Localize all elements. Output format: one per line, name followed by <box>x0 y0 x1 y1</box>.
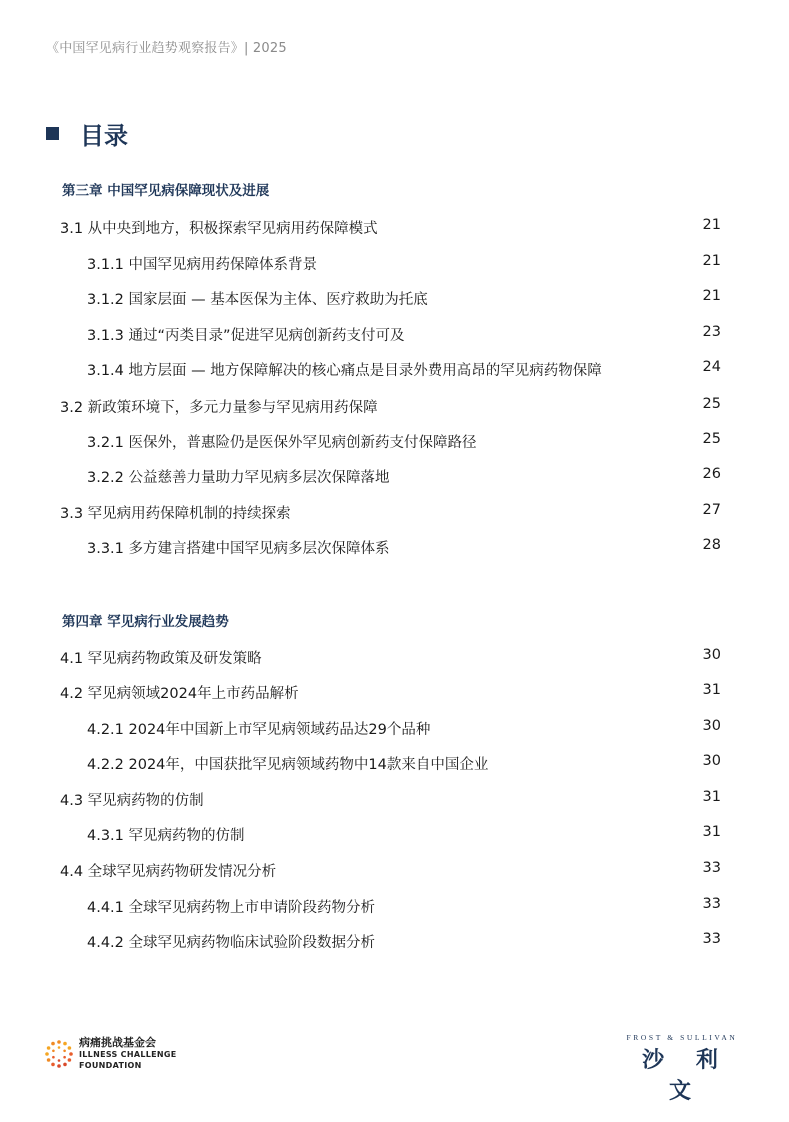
toc-entry-page: 26 <box>702 466 721 482</box>
toc-entry[interactable] <box>60 682 721 702</box>
chapter-title: 第三章 中国罕见病保障现状及进展 <box>62 183 270 199</box>
logo-name-en: ILLNESS CHALLENGE <box>79 1050 177 1059</box>
toc-subentry[interactable] <box>87 359 721 379</box>
toc-entry-label: 4.2.2 2024年，中国获批罕见病领域药物中14款来自中国企业 <box>87 757 489 773</box>
toc-entry[interactable] <box>60 502 721 522</box>
toc-entry-label: 3.3.1 多方建言搭建中国罕见病多层次保障体系 <box>87 541 390 557</box>
toc-title: 目录 <box>80 122 128 150</box>
toc-subentry[interactable] <box>87 466 721 486</box>
toc-entry-page: 21 <box>702 288 721 304</box>
square-bullet-icon <box>46 127 59 140</box>
toc-entry-label: 3.1 从中央到地方，积极探索罕见病用药保障模式 <box>60 221 378 237</box>
toc-subentry[interactable] <box>87 537 721 557</box>
toc-entry-page: 31 <box>702 789 721 805</box>
logo-name-en: FOUNDATION <box>79 1061 142 1070</box>
toc-entry-page: 30 <box>702 647 721 663</box>
toc-subentry[interactable] <box>87 324 721 344</box>
toc-entry-label: 3.2.1 医保外，普惠险仍是医保外罕见病创新药支付保障路径 <box>87 435 477 451</box>
toc-entry[interactable] <box>60 647 721 667</box>
toc-entry-label: 4.3 罕见病药物的仿制 <box>60 793 204 809</box>
toc-entry-page: 21 <box>702 217 721 233</box>
toc-entry-page: 30 <box>702 753 721 769</box>
logo-name-cn: 沙 利 文 <box>642 1048 730 1104</box>
toc-entry-page: 23 <box>702 324 721 340</box>
toc-entry-page: 27 <box>702 502 721 518</box>
toc-entry[interactable] <box>60 396 721 416</box>
report-header: 《中国罕见病行业趋势观察报告》| 2025 <box>46 41 287 56</box>
sunburst-logo-icon <box>44 1039 74 1069</box>
toc-entry-page: 30 <box>702 718 721 734</box>
toc-entry-page: 33 <box>702 860 721 876</box>
toc-entry-label: 4.3.1 罕见病药物的仿制 <box>87 828 245 844</box>
toc-entry-label: 4.1 罕见病药物政策及研发策略 <box>60 651 262 667</box>
toc-entry-page: 24 <box>702 359 721 375</box>
toc-entry[interactable] <box>60 860 721 880</box>
toc-entry-label: 3.1.4 地方层面 — 地方保障解决的核心痛点是目录外费用高昂的罕见病药物保障 <box>87 363 602 379</box>
logo-name-en: FROST & SULLIVAN <box>626 1033 738 1042</box>
toc-subentry[interactable] <box>87 718 721 738</box>
toc-entry-label: 3.1.1 中国罕见病用药保障体系背景 <box>87 257 318 273</box>
toc-entry-page: 31 <box>702 682 721 698</box>
illness-challenge-logo <box>44 1037 177 1071</box>
logo-name-cn: 病痛挑战基金会 <box>79 1036 156 1049</box>
toc-entry-label: 4.2.1 2024年中国新上市罕见病领域药品达29个品种 <box>87 722 431 738</box>
toc-heading <box>46 116 128 151</box>
toc-entry-label: 4.4 全球罕见病药物研发情况分析 <box>60 864 277 880</box>
toc-entry-page: 25 <box>702 431 721 447</box>
toc-entry-label: 3.1.2 国家层面 — 基本医保为主体、医疗救助为托底 <box>87 292 428 308</box>
toc-subentry[interactable] <box>87 288 721 308</box>
toc-subentry[interactable] <box>87 753 721 773</box>
toc-entry-label: 4.4.2 全球罕见病药物临床试验阶段数据分析 <box>87 935 376 951</box>
toc-entry-page: 21 <box>702 253 721 269</box>
toc-entry-label: 3.3 罕见病用药保障机制的持续探索 <box>60 506 291 522</box>
toc-subentry[interactable] <box>87 253 721 273</box>
toc-subentry[interactable] <box>87 896 721 916</box>
toc-subentry[interactable] <box>87 431 721 451</box>
toc-entry-page: 28 <box>702 537 721 553</box>
toc-subentry[interactable] <box>87 931 721 951</box>
toc-subentry[interactable] <box>87 824 721 844</box>
toc-entry-page: 25 <box>702 396 721 412</box>
toc-entry-page: 33 <box>702 931 721 947</box>
toc-entry-page: 33 <box>702 896 721 912</box>
chapter-title: 第四章 罕见病行业发展趋势 <box>62 614 229 630</box>
frost-sullivan-logo <box>612 1033 752 1105</box>
toc-entry[interactable] <box>60 217 721 237</box>
toc-entry-label: 4.2 罕见病领域2024年上市药品解析 <box>60 686 299 702</box>
toc-entry-label: 4.4.1 全球罕见病药物上市申请阶段药物分析 <box>87 900 376 916</box>
toc-entry-label: 3.2 新政策环境下，多元力量参与罕见病用药保障 <box>60 400 378 416</box>
toc-entry-label: 3.2.2 公益慈善力量助力罕见病多层次保障落地 <box>87 470 390 486</box>
toc-entry-page: 31 <box>702 824 721 840</box>
toc-entry[interactable] <box>60 789 721 809</box>
toc-entry-label: 3.1.3 通过“丙类目录”促进罕见病创新药支付可及 <box>87 328 405 344</box>
